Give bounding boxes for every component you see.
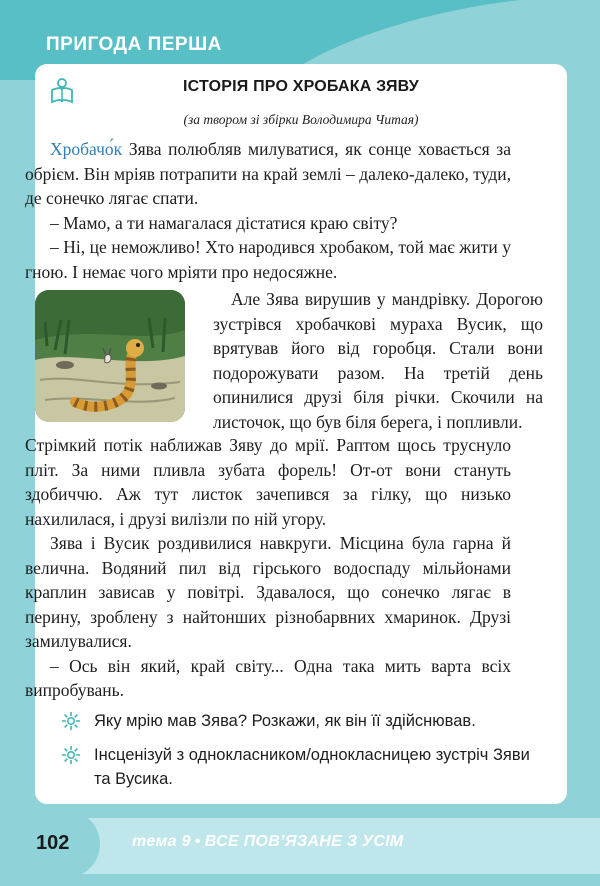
question-1-text: Яку мрію мав Зява? Розкажи, як він її здійснював. bbox=[94, 712, 476, 730]
paragraph-1-text: Зява полюбляв милуватися, як сонце ховається за обрієм. Він мріяв потрапити на край землі – далеко-далеко, туди, де сонечко лягає спати. bbox=[25, 139, 511, 208]
question-2 bbox=[66, 743, 534, 791]
sparkle-icon bbox=[62, 712, 80, 730]
paragraph-1 bbox=[25, 137, 511, 211]
theme-bullet: • bbox=[194, 833, 201, 850]
paragraph-4-continued: Стрімкий потік наближав Зяву до мрії. Раптом щось труснуло пліт. За ними пливла зубата форель! От-от вони стануть здобиччю. Аж тут листок зачепився за гілку, що низько нахилилася, і друзі вилізли по ній угору. bbox=[25, 435, 511, 529]
paragraph-2: – Мамо, а ти намагалася дістатися краю світу? bbox=[50, 212, 398, 233]
paragraph-5: Зява і Вусик роздивилися навкруги. Місцина була гарна й велична. Водяний пил від гірського водоспаду мільйонами краплин зависав у повітрі. Здавалося, що сонечко лягає в перину, зроблену з найтонших різнобарвних хмаринок. Друзі замилувалися. bbox=[25, 533, 511, 651]
theme-number: тема 9 bbox=[132, 833, 191, 850]
theme-label bbox=[132, 833, 404, 851]
paragraph-4-float-text: Але Зява вирушив у мандрівку. Дорогою зустрівся хробачкові мураха Вусик, що врятував його від горобця. Стали вони подорожувати разом. На третій день опинилися друзі біля річки. Скочили на листочок, що був біля берега, і попливли. bbox=[213, 289, 543, 432]
paragraph-3: – Ні, це неможливо! Хто народився хробаком, той має жити у гною. І немає чого мріяти про недосяжне. bbox=[25, 237, 511, 282]
theme-title: ВСЕ ПОВ’ЯЗАНЕ З УСІМ bbox=[204, 833, 404, 850]
chapter-title: ПРИГОДА ПЕРША bbox=[46, 34, 222, 55]
question-1 bbox=[66, 709, 564, 733]
paragraph-4-float bbox=[213, 287, 543, 434]
page-number: 102 bbox=[36, 832, 70, 854]
question-2-text: Інсценізуй з однокласником/однокласницею зустріч Зяви та Вусика. bbox=[94, 746, 530, 788]
worm-and-ant-illustration bbox=[35, 290, 185, 422]
story-illustration bbox=[35, 290, 185, 422]
paragraph-6: – Ось він який, край світу... Одна така мить варта всіх випробувань. bbox=[25, 655, 511, 700]
story-text-top bbox=[25, 137, 511, 284]
sparkle-icon bbox=[62, 746, 80, 764]
story-title: ІСТОРІЯ ПРО ХРОБАКА ЗЯВУ bbox=[183, 78, 419, 95]
story-text-bottom bbox=[25, 433, 511, 703]
term-highlight: Хробачо́к bbox=[50, 139, 123, 159]
story-source: (за твором зі збірки Володимира Читая) bbox=[183, 112, 419, 127]
